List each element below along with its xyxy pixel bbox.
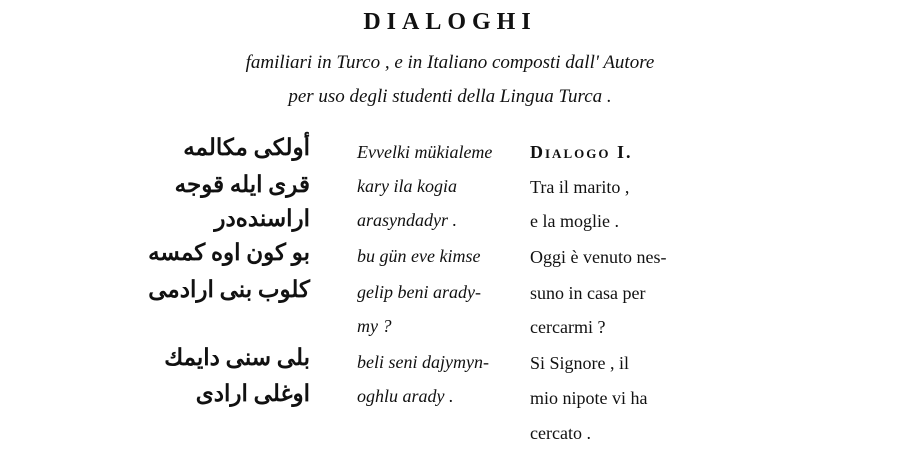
- transliteration-line: Evvelki mükialeme: [357, 142, 493, 162]
- turkish-line: قرى ايله قوجه: [174, 172, 310, 197]
- transliteration-line: beli seni dajymyn-: [357, 352, 489, 372]
- dialogue-heading: Dialogo I.: [530, 142, 633, 162]
- transliteration-line: arasyndadyr .: [357, 210, 457, 230]
- italian-line: cercato .: [530, 423, 591, 443]
- transliteration-line: my ?: [357, 316, 392, 336]
- italian-line: suno in casa per: [530, 283, 646, 303]
- transliteration-line: oghlu arady .: [357, 386, 454, 406]
- turkish-line: بلى سنى دايمك: [164, 345, 310, 370]
- italian-line: mio nipote vi ha: [530, 388, 648, 408]
- turkish-line: كلوب بنى ارادمى: [148, 277, 310, 302]
- transliteration-line: gelip beni arady-: [357, 282, 481, 302]
- turkish-line: اوغلى ارادى: [195, 381, 310, 406]
- page-title: DIALOGHI: [363, 9, 537, 35]
- subtitle-line-1: familiari in Turco , e in Italiano composti dall' Autore: [245, 52, 655, 73]
- italian-line: Tra il marito ,: [530, 177, 630, 197]
- turkish-line: اراسندەدر: [214, 206, 310, 231]
- turkish-line: بو كون اوه كمسه: [148, 240, 310, 265]
- italian-line: Oggi è venuto nes-: [530, 247, 667, 267]
- transliteration-line: bu gün eve kimse: [357, 246, 481, 266]
- transliteration-line: kary ila kogia: [357, 176, 457, 196]
- subtitle-line-2: per uso degli studenti della Lingua Turca .: [288, 86, 612, 107]
- italian-line: Si Signore , il: [530, 353, 630, 373]
- turkish-line: أولكى مكالمه: [183, 135, 310, 160]
- italian-line: e la moglie .: [530, 211, 619, 231]
- italian-line: cercarmi ?: [530, 317, 606, 337]
